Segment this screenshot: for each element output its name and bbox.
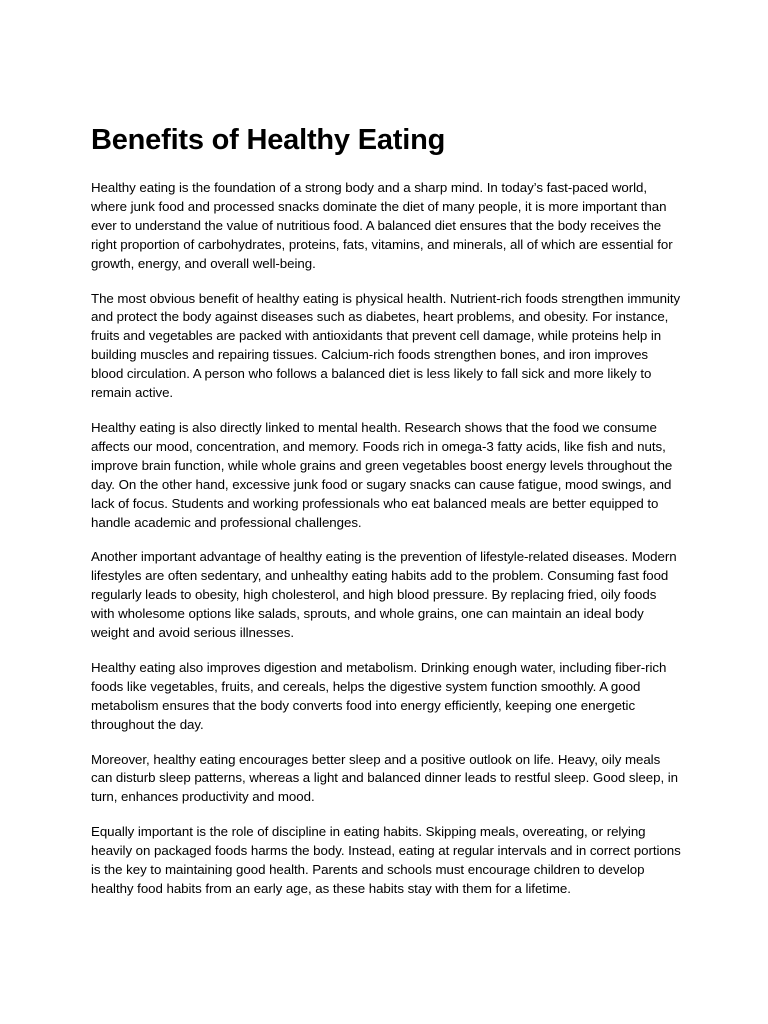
paragraph-6: Moreover, healthy eating encourages better sleep and a positive outlook on life. Heavy, oily meals can disturb sleep patterns, whereas a light and balanced dinner leads to restful sleep. Good sleep, in turn, enhances productivity and mood. — [91, 751, 678, 805]
paragraph-3: Healthy eating is also directly linked to mental health. Research shows that the food we consume affects our mood, concentration, and memory. Foods rich in omega-3 fatty acids, like fish and nuts, improve brain function, while whole grains and green vegetables boost energy levels throughout the day. On the other hand, excessive junk food or sugary snacks can cause fatigue, mood swings, and lack of focus. Students and working professionals who eat balanced meals are better equipped to handle academic and professional challenges. — [91, 419, 673, 530]
paragraph-2: The most obvious benefit of healthy eating is physical health. Nutrient-rich foods strengthen immunity and protect the body against diseases such as diabetes, heart problems, and obesity. For instance, fruits and vegetables are packed with antioxidants that prevent cell damage, while proteins help in building muscles and repairing tissues. Calcium-rich foods strengthen bones, and iron improves blood circulation. A person who follows a balanced diet is less likely to fall sick and more likely to remain active. — [91, 290, 681, 401]
document-title: Benefits of Healthy Eating — [91, 124, 446, 156]
paragraph-4: Another important advantage of healthy eating is the prevention of lifestyle-related diseases. Modern lifestyles are often sedentary, and unhealthy eating habits add to the problem. Consuming fast food regularly leads to obesity, high cholesterol, and high blood pressure. By replacing fried, oily foods with wholesome options like salads, sprouts, and whole grains, one can maintain an ideal body weight and avoid serious illnesses. — [91, 549, 677, 641]
document-page — [91, 122, 681, 915]
paragraph-5: Healthy eating also improves digestion and metabolism. Drinking enough water, including fiber-rich foods like vegetables, fruits, and cereals, helps the digestive system function smoothly. A good metabolism ensures that the body converts food into energy efficiently, keeping one energetic throughout the day. — [91, 659, 667, 732]
paragraph-7: Equally important is the role of discipline in eating habits. Skipping meals, overeating, or relying heavily on packaged foods harms the body. Instead, eating at regular intervals and in correct portions is the key to maintaining good health. Parents and schools must encourage children to develop healthy food habits from an early age, as these habits stay with them for a lifetime. — [91, 824, 681, 896]
paragraph-1: Healthy eating is the foundation of a strong body and a sharp mind. In today’s fast-paced world, where junk food and processed snacks dominate the diet of many people, it is more important than ever to understand the value of nutritious food. A balanced diet ensures that the body receives the right proportion of carbohydrates, proteins, fats, vitamins, and minerals, all of which are essential for growth, energy, and overall well-being. — [91, 180, 673, 271]
